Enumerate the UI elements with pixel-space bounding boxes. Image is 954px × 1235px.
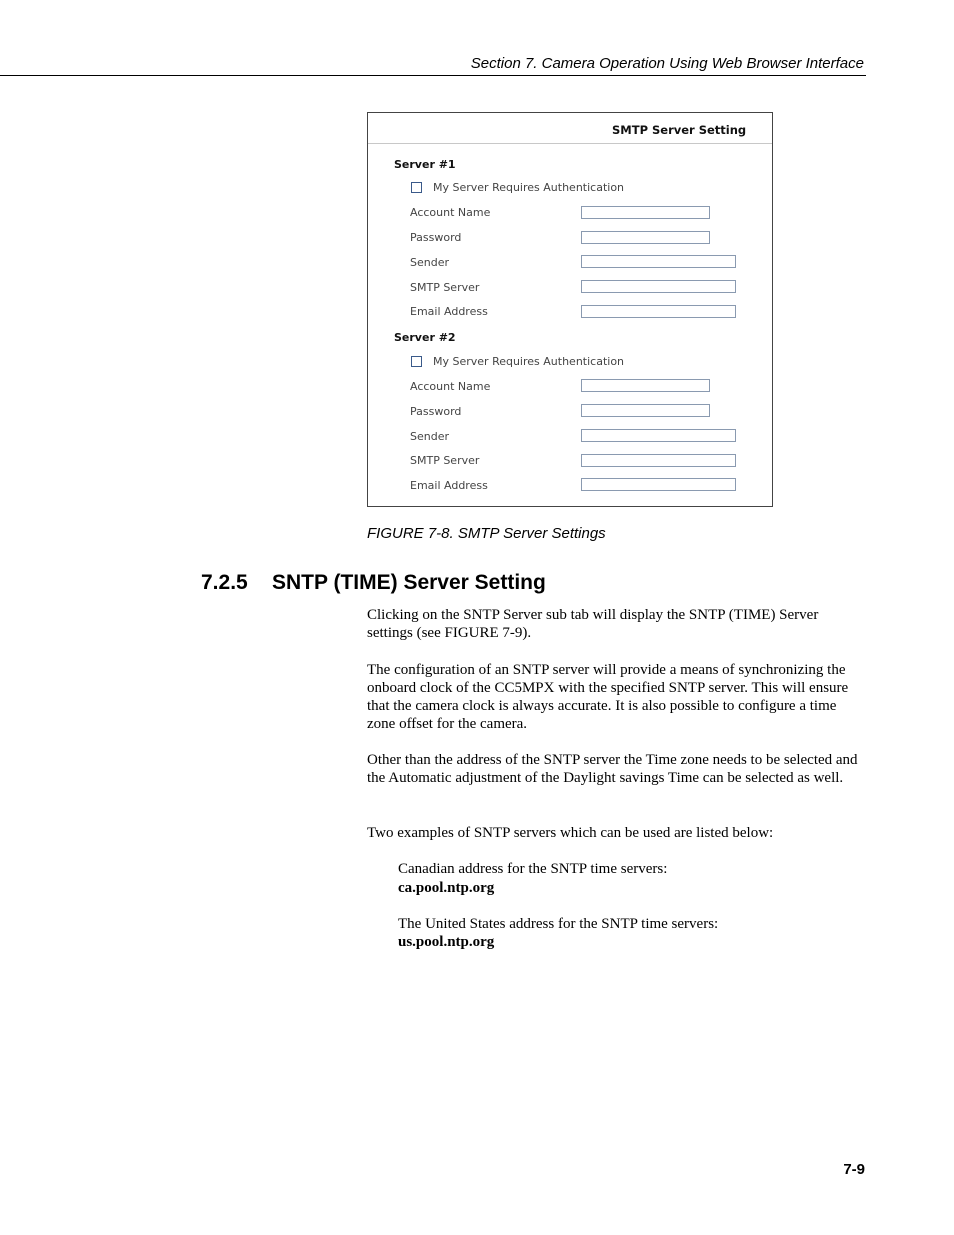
server-2-password-input[interactable] bbox=[581, 404, 710, 417]
example-canada bbox=[398, 860, 858, 897]
server-2-email-address-label: Email Address bbox=[410, 479, 488, 492]
server-1-smtp-server-input[interactable] bbox=[581, 280, 736, 293]
server-1-sender-label: Sender bbox=[410, 256, 449, 269]
server-1-smtp-server-label: SMTP Server bbox=[410, 281, 480, 294]
example-us bbox=[398, 915, 858, 951]
server-2-smtp-server-input[interactable] bbox=[581, 454, 736, 467]
section-title: SNTP (TIME) Server Setting bbox=[272, 571, 546, 594]
paragraph-2: The configuration of an SNTP server will provide a means of synchronizing the onboard clock of the CC5MPX with the specified SNTP server. This will ensure that the camera clock is always accurate. It is also possible to configure a time zone offset for the camera. bbox=[367, 662, 849, 732]
server-2-email-address-input[interactable] bbox=[581, 478, 736, 491]
paragraph-4: Two examples of SNTP servers which can be used are listed below: bbox=[367, 825, 774, 841]
example-us-label: The United States address for the SNTP time servers: bbox=[398, 916, 719, 932]
server-1-email-address-label: Email Address bbox=[410, 305, 488, 318]
figure-title: SMTP Server Setting bbox=[612, 123, 747, 137]
server-2-account-name-label: Account Name bbox=[410, 380, 491, 393]
server-1-email-address-input[interactable] bbox=[581, 305, 736, 318]
section-heading bbox=[201, 571, 546, 595]
section-number: 7.2.5 bbox=[201, 571, 248, 594]
server-2-auth-label: My Server Requires Authentication bbox=[433, 355, 625, 368]
page-number: 7-9 bbox=[843, 1161, 865, 1178]
example-canada-label: Canadian address for the SNTP time servers: bbox=[398, 861, 668, 877]
server-1-auth-checkbox[interactable] bbox=[411, 182, 422, 193]
server-2-sender-label: Sender bbox=[410, 430, 449, 443]
server-1-password-label: Password bbox=[410, 231, 462, 244]
server-1-account-name-label: Account Name bbox=[410, 206, 491, 219]
server-1-sender-input[interactable] bbox=[581, 255, 736, 268]
figure-title-bar bbox=[368, 113, 772, 144]
server-2-account-name-input[interactable] bbox=[581, 379, 710, 392]
server-1-password-input[interactable] bbox=[581, 231, 710, 244]
paragraph-3: Other than the address of the SNTP server the Time zone needs to be selected and the Automatic adjustment of the Daylight savings Time can be selected as well. bbox=[367, 752, 858, 786]
figure-caption: FIGURE 7-8. SMTP Server Settings bbox=[367, 525, 606, 542]
smtp-settings-figure bbox=[367, 112, 773, 507]
server-1-account-name-input[interactable] bbox=[581, 206, 710, 219]
server-1-auth-label: My Server Requires Authentication bbox=[433, 181, 625, 194]
example-us-address: us.pool.ntp.org bbox=[398, 934, 495, 950]
paragraph-1: Clicking on the SNTP Server sub tab will display the SNTP (TIME) Server settings (see FIGURE 7-9). bbox=[367, 607, 819, 641]
example-canada-address: ca.pool.ntp.org bbox=[398, 880, 495, 896]
server-2-auth-checkbox[interactable] bbox=[411, 356, 422, 367]
running-head-text: Section 7. Camera Operation Using Web Browser Interface bbox=[470, 55, 864, 72]
server-2-sender-input[interactable] bbox=[581, 429, 736, 442]
server-1-heading: Server #1 bbox=[394, 158, 456, 171]
server-2-heading: Server #2 bbox=[394, 331, 456, 344]
server-2-password-label: Password bbox=[410, 405, 462, 418]
server-2-smtp-server-label: SMTP Server bbox=[410, 454, 480, 467]
running-head bbox=[0, 54, 866, 76]
